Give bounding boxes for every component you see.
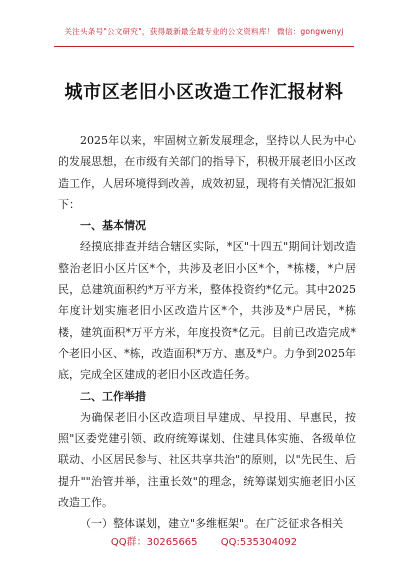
intro-paragraph: 2025年以来，牢固树立新发展理念，坚持以人民为中心的发展思想，在市级有关部门的指导下，积极开展老旧小区改造工作，人居环境得到改善，成效初显，现将有关情况汇报如下：: [58, 134, 356, 211]
footer-qq-group: QQ群：30265665: [110, 537, 198, 548]
footer-contact: [0, 533, 408, 548]
section-1-heading: 一、基本情况: [80, 219, 146, 233]
header-divider: [54, 46, 354, 47]
header-note: 关注头条号"公文研究"，获得最新最全最专业的公文资料库！ 微信：gongwenyj: [64, 27, 344, 36]
section-1-paragraph: 经摸底排查并结合辖区实际，*区"十四五"期间计划改造整治老旧小区片区*个，共涉及老旧小区*个，*栋楼，*户居民，总建筑面积约*万平方米，整体投资约*亿元。其中2025年度计划实施老旧小区改造片区*个，共涉及*户居民，*栋楼，建筑面积*万平方米，年度投资*亿元。目前已改造完成*个老旧小区、*栋，改造面积*万方、惠及*户。力争到2025年底，完成全区建成的老旧小区改造任务。: [58, 240, 356, 382]
page-title: 城市区老旧小区改造工作汇报材料: [64, 82, 344, 103]
subsection-1-paragraph: （一）整体谋划，建立"多维框架"。在广泛征求各相关: [80, 517, 344, 531]
footer-qq-number: QQ:535304092: [220, 537, 298, 548]
section-2-paragraph: 为确保老旧小区改造项目早建成、早投用、早惠民，按照"区委党建引领、政府统筹谋划、住建具体实施、各级单位联动、小区居民参与、社区共享共治"的原则，以"先民生、后提升""治管并举，注重长效"的理念，统筹谋划实施老旧小区改造工作。: [58, 410, 356, 510]
document-body: [58, 130, 356, 535]
section-2-heading: 二、工作举措: [80, 389, 146, 403]
